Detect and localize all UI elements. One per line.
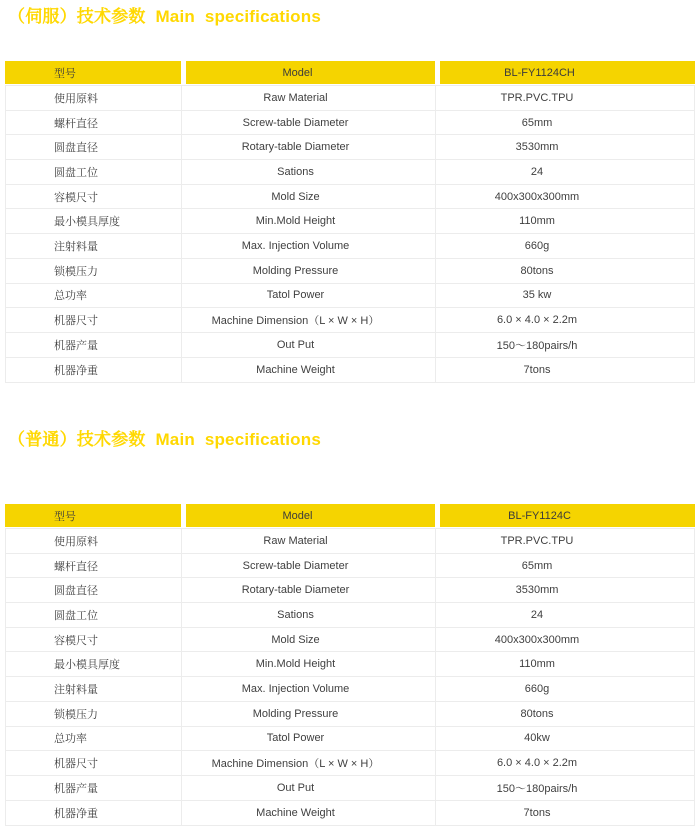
spec-value: 65mm [435,554,694,578]
spec-table-standard [5,504,695,826]
table-row [6,284,694,309]
spec-value: 400x300x300mm [435,185,694,209]
spec-name-cn: 注射料量 [54,240,98,253]
table-row [6,628,694,653]
spec-name-en: Machine Weight [181,801,435,826]
spec-value: 110mm [435,209,694,233]
spec-name-cn: 使用原料 [54,535,98,548]
spec-value: 6.0 × 4.0 × 2.2m [435,751,694,775]
table-row [6,677,694,702]
table-row [6,160,694,185]
spec-name-cn: 锁模压力 [54,265,98,278]
header-cell-model-label: Model [186,61,435,84]
table-row [6,185,694,210]
table-row [6,554,694,579]
spec-table-servo [5,61,695,383]
spec-name-en: Screw-table Diameter [181,111,435,135]
spec-name-cn: 螺杆直径 [54,560,98,573]
spec-name-cn: 圆盘工位 [54,166,98,179]
spec-value: 660g [435,677,694,701]
spec-name-cn: 圆盘直径 [54,585,98,598]
table-row [6,333,694,358]
table-row [6,209,694,234]
spec-name-cn: 锁模压力 [54,708,98,721]
table-row [6,259,694,284]
spec-name-cn: 圆盘直径 [54,142,98,155]
spec-name-en: Raw Material [181,529,435,553]
spec-name-en: Max. Injection Volume [181,677,435,701]
table-row [6,111,694,136]
spec-name-cn: 总功率 [54,733,87,746]
spec-value: 150～180pairs/h [435,333,694,357]
spec-name-en: Out Put [181,333,435,357]
spec-name-en: Out Put [181,776,435,800]
header-cell-model-number: BL-FY1124C [440,504,695,527]
spec-value: 24 [435,160,694,184]
header-cell-model-number: BL-FY1124CH [440,61,695,84]
table-row [6,652,694,677]
table-row [6,727,694,752]
spec-name-en: Machine Dimension（L × W × H） [181,308,435,332]
spec-name-en: Machine Weight [181,358,435,383]
table-row [6,702,694,727]
table-body [5,528,695,826]
spec-value: 3530mm [435,135,694,159]
header-cell-type-label: 型号 [5,504,181,527]
spec-value: TPR.PVC.TPU [435,86,694,110]
spec-value: 80tons [435,702,694,726]
spec-name-en: Tatol Power [181,727,435,751]
section-title-servo: （伺服）技术参数 Main specifications [8,7,321,26]
spec-name-en: Screw-table Diameter [181,554,435,578]
spec-value: 6.0 × 4.0 × 2.2m [435,308,694,332]
spec-name-cn: 最小模具厚度 [54,659,120,672]
spec-name-en: Tatol Power [181,284,435,308]
spec-name-cn: 机器净重 [54,364,98,377]
spec-name-cn: 机器净重 [54,807,98,820]
spec-name-en: Mold Size [181,628,435,652]
table-row [6,603,694,628]
table-row [6,86,694,111]
spec-value: 80tons [435,259,694,283]
spec-value: 7tons [435,358,694,383]
table-row [6,358,694,383]
spec-value: 3530mm [435,578,694,602]
spec-name-en: Min.Mold Height [181,652,435,676]
spec-value: TPR.PVC.TPU [435,529,694,553]
spec-name-en: Sations [181,603,435,627]
table-row [6,801,694,826]
spec-value: 35 kw [435,284,694,308]
table-row [6,751,694,776]
spec-value: 110mm [435,652,694,676]
table-row [6,776,694,801]
header-cell-model-label: Model [186,504,435,527]
table-header-row [5,504,695,527]
header-cell-type-label: 型号 [5,61,181,84]
table-row [6,135,694,160]
table-row [6,578,694,603]
spec-value: 400x300x300mm [435,628,694,652]
spec-name-cn: 螺杆直径 [54,117,98,130]
spec-name-cn: 使用原料 [54,92,98,105]
spec-name-en: Mold Size [181,185,435,209]
spec-name-cn: 最小模具厚度 [54,216,120,229]
spec-value: 7tons [435,801,694,826]
spec-name-en: Sations [181,160,435,184]
spec-name-cn: 容模尺寸 [54,191,98,204]
spec-name-cn: 机器尺寸 [54,315,98,328]
table-row [6,308,694,333]
spec-name-en: Min.Mold Height [181,209,435,233]
spec-value: 150～180pairs/h [435,776,694,800]
spec-value: 660g [435,234,694,258]
spec-name-en: Molding Pressure [181,702,435,726]
spec-name-cn: 容模尺寸 [54,634,98,647]
spec-name-cn: 机器产量 [54,339,98,352]
table-row [6,234,694,259]
spec-value: 65mm [435,111,694,135]
spec-name-en: Molding Pressure [181,259,435,283]
spec-name-en: Rotary-table Diameter [181,578,435,602]
table-row [6,529,694,554]
spec-name-cn: 注射料量 [54,683,98,696]
spec-name-cn: 机器产量 [54,782,98,795]
spec-name-en: Rotary-table Diameter [181,135,435,159]
table-body [5,85,695,383]
spec-name-cn: 总功率 [54,290,87,303]
spec-name-cn: 机器尺寸 [54,758,98,771]
section-title-standard: （普通）技术参数 Main specifications [8,430,321,449]
spec-name-cn: 圆盘工位 [54,609,98,622]
spec-name-en: Max. Injection Volume [181,234,435,258]
spec-value: 40kw [435,727,694,751]
spec-name-en: Raw Material [181,86,435,110]
spec-value: 24 [435,603,694,627]
spec-name-en: Machine Dimension（L × W × H） [181,751,435,775]
table-header-row [5,61,695,84]
